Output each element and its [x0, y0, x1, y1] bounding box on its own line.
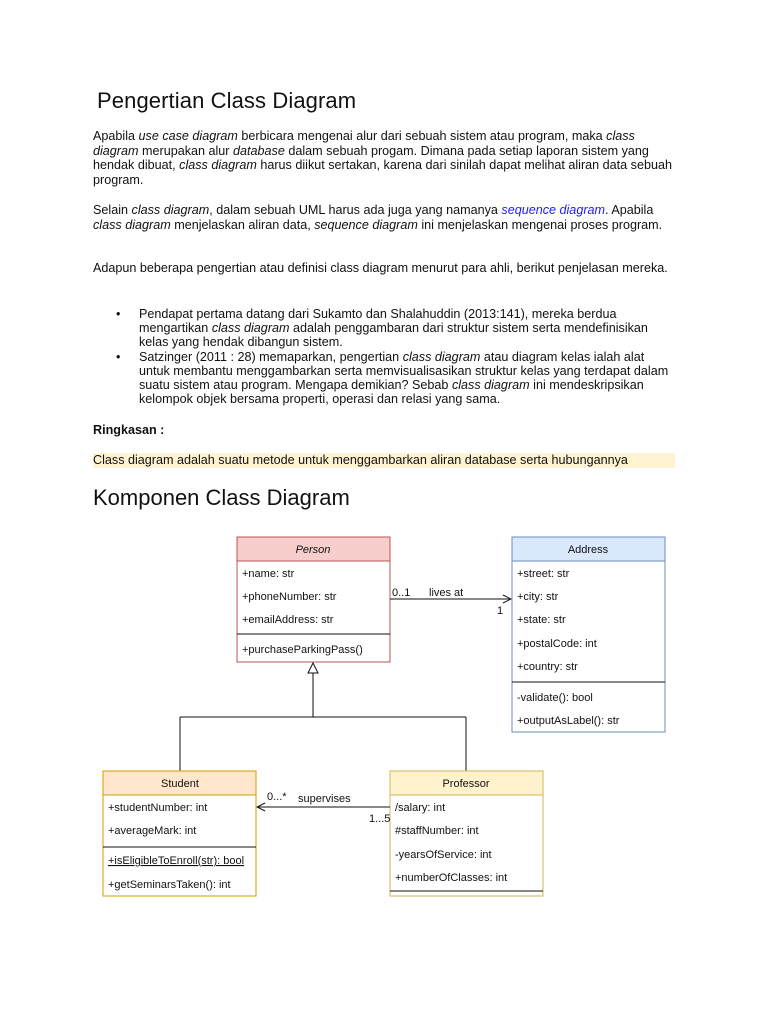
professor-attr: -yearsOfService: int: [395, 849, 492, 861]
list-item: • Satzinger (2011 : 28) memaparkan, pengertian class diagram atau diagram kelas ialah alat untuk membantu menggambarkan serta memvisualisasikan struktur kelas yang terdapat dalam suatu sistem atau program. Mengapa demikian? Sebab class diagram ini mendeskripsikan kelompok objek bersama properti, operasi dan relasi yang sama.: [116, 349, 669, 407]
address-op: +outputAsLabel(): str: [517, 715, 620, 727]
person-attr: +name: str: [242, 568, 295, 580]
paragraph-intro: Apabila use case diagram berbicara mengenai alur dari sebuah sistem atau program, maka class diagram merupakan alur database dalam sebuah progam. Dimana pada setiap laporan sistem yang hendak dibuat, class diagram harus diikut sertakan, karena dari sinilah dapat melihat aliran data sebuah program.: [93, 129, 672, 187]
address-attr: +postalCode: int: [517, 638, 597, 650]
professor-attr: #staffNumber: int: [395, 825, 479, 837]
student-op: +isEligibleToEnroll(str): bool: [108, 855, 245, 867]
address-name: Address: [567, 544, 609, 556]
address-op: -validate(): bool: [517, 692, 593, 704]
professor-attr: /salary: int: [395, 802, 446, 814]
supervises-mult-from: 1...5: [369, 813, 391, 825]
address-attr: +city: str: [517, 591, 559, 603]
inheritance-arrowhead: [308, 663, 318, 673]
student-name: Student: [161, 778, 199, 790]
person-attr: +phoneNumber: str: [242, 591, 337, 603]
supervises-label: supervises: [298, 793, 351, 805]
lives-at-mult-from: 0..1: [392, 587, 411, 599]
paragraph-definitions: Adapun beberapa pengertian atau definisi class diagram menurut para ahli, berikut penjelasan mereka.: [93, 261, 668, 275]
student-attr: +averageMark: int: [108, 825, 197, 837]
student-op: +getSeminarsTaken(): int: [108, 879, 231, 891]
person-op: +purchaseParkingPass(): [242, 644, 363, 656]
address-attr: +state: str: [517, 614, 566, 626]
supervises-mult-to: 0...*: [267, 791, 287, 803]
page-title: Pengertian Class Diagram: [97, 88, 357, 113]
address-class: [512, 537, 665, 732]
lives-at-label: lives at: [429, 587, 464, 599]
person-name: Person: [295, 544, 331, 556]
professor-name: Professor: [442, 778, 490, 790]
professor-class: [390, 771, 543, 896]
address-attr: +street: str: [517, 568, 570, 580]
paragraph-sequence: Selain class diagram, dalam sebuah UML harus ada juga yang namanya sequence diagram. Apabila class diagram menjelaskan aliran data, sequence diagram ini menjelaskan mengenai proses program.: [93, 203, 663, 232]
address-attr: +country: str: [517, 661, 578, 673]
professor-attr: +numberOfClasses: int: [395, 872, 508, 884]
ringkasan-summary: Class diagram adalah suatu metode untuk menggambarkan aliran database serta hubungannya: [93, 453, 675, 468]
student-attr: +studentNumber: int: [108, 802, 208, 814]
person-class: [237, 537, 390, 662]
lives-at-mult-to: 1: [497, 605, 504, 617]
person-attr: +emailAddress: str: [242, 614, 334, 626]
ringkasan-heading: Ringkasan :: [93, 423, 165, 437]
sequence-diagram-link[interactable]: sequence diagram: [501, 203, 606, 217]
list-item: • Pendapat pertama datang dari Sukamto dan Shalahuddin (2013:141), mereka berdua mengartikan class diagram adalah penggambaran dari struktur sistem serta mendefinisikan kelas yang hendak dibangun sistem.: [116, 307, 648, 350]
section-title: Komponen Class Diagram: [93, 485, 350, 510]
generalization-edges: [180, 663, 466, 771]
student-class: [103, 771, 256, 896]
